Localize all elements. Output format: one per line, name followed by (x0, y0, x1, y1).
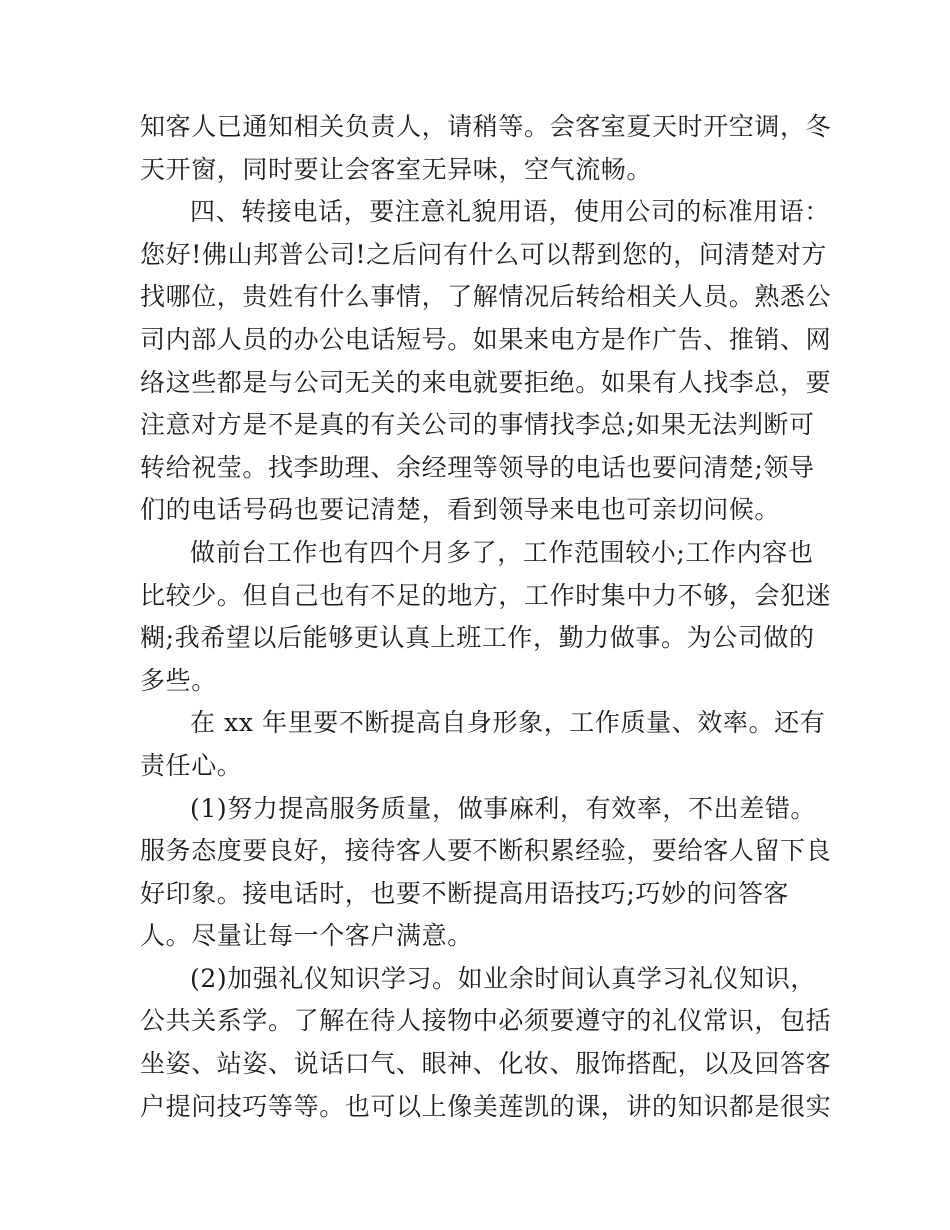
text-line: 司内部人员的办公电话短号。如果来电方是作广告、推销、网 (140, 324, 832, 354)
text-line: 公共关系学。了解在待人接物中必须要遵守的礼仪常识，包括 (140, 1006, 832, 1036)
text-line: 责任心。 (140, 750, 243, 780)
text-line: 注意对方是不是真的有关公司的事情找李总;如果无法判断可 (140, 410, 815, 440)
body-text (140, 106, 832, 1128)
text-line: 络这些都是与公司无关的来电就要拒绝。如果有人找李总，要 (140, 367, 832, 397)
text-line: 服务态度要良好，接待客人要不断积累经验，要给客人留下良 (140, 836, 832, 866)
paragraph-start-line: 做前台工作也有四个月多了，工作范围较小;工作内容也 (190, 537, 814, 567)
text-line: 户提问技巧等等。也可以上像美莲凯的课，讲的知识都是很实 (140, 1091, 832, 1121)
paragraph-start-line: 在 xx 年里要不断提高自身形象，工作质量、效率。还有 (190, 708, 826, 738)
text-line: 坐姿、站姿、说话口气、眼神、化妆、服饰搭配，以及回答客 (140, 1049, 832, 1079)
text-line: 转给祝莹。找李助理、余经理等领导的电话也要问清楚;领导 (140, 452, 815, 482)
paragraph-start-line: (2)加强礼仪知识学习。如业余时间认真学习礼仪知识， (190, 963, 817, 993)
text-line: 人。尽量让每一个客户满意。 (140, 921, 473, 951)
paragraph-start-line: 四、转接电话，要注意礼貌用语，使用公司的标准用语： (190, 197, 831, 227)
text-line: 比较少。但自己也有不足的地方，工作时集中力不够，会犯迷 (140, 580, 832, 610)
text-line: 天开窗，同时要让会客室无异味，空气流畅。 (140, 154, 653, 184)
paragraph-start-line: (1)努力提高服务质量，做事麻利，有效率，不出差错。 (190, 793, 817, 823)
text-line: 知客人已通知相关负责人，请稍等。会客室夏天时开空调，冬 (140, 112, 832, 141)
text-line: 好印象。接电话时，也要不断提高用语技巧;巧妙的问答客 (140, 878, 790, 908)
text-line: 您好!佛山邦普公司!之后问有什么可以帮到您的，问清楚对方 (140, 239, 827, 269)
text-line: 多些。 (140, 665, 217, 695)
text-line: 们的电话号码也要记清楚，看到领导来电也可亲切问候。 (140, 495, 781, 525)
text-line: 糊;我希望以后能够更认真上班工作，勤力做事。为公司做的 (140, 623, 815, 653)
text-line: 找哪位，贵姓有什么事情，了解情况后转给相关人员。熟悉公 (140, 282, 832, 312)
